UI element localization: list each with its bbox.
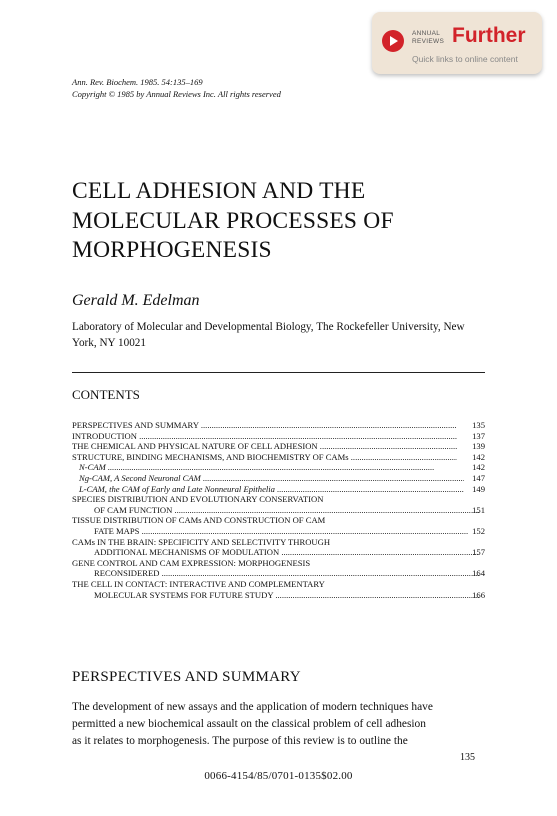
toc-entry[interactable] (72, 452, 485, 463)
further-badge[interactable] (372, 12, 542, 74)
toc-entry[interactable] (72, 431, 485, 442)
title-line: CELL ADHESION AND THE (72, 178, 366, 204)
toc-page-number: 152 (472, 525, 485, 536)
toc-entry-label (72, 505, 479, 516)
toc-entry-label (72, 452, 457, 463)
annual-reviews-logo: ANNUAL REVIEWS (412, 30, 445, 45)
toc-entry-label (72, 537, 457, 548)
toc-entry-label (72, 526, 479, 537)
toc-entry[interactable] (72, 473, 485, 484)
toc-entry-label (72, 515, 457, 526)
page-number: 135 (460, 752, 475, 763)
toc-label-text: RECONSIDERED (94, 568, 160, 579)
toc-entry[interactable] (72, 590, 485, 601)
affiliation (72, 320, 492, 351)
toc-page-number: 137 (472, 430, 485, 441)
toc-entry-label (72, 568, 479, 579)
toc-entry[interactable] (72, 484, 485, 495)
affiliation-line: Laboratory of Molecular and Developmental Biology, The Rockefeller University, New (72, 321, 465, 333)
play-arrow-icon (382, 30, 404, 52)
contents-heading: CONTENTS (72, 387, 140, 402)
further-subtitle: Quick links to online content (412, 54, 518, 64)
journal-citation: Ann. Rev. Biochem. 1985. 54:135–169 (72, 77, 203, 87)
toc-page-number: 157 (472, 547, 485, 558)
toc-page-number: 135 (472, 420, 485, 430)
toc-entry[interactable] (72, 515, 485, 526)
toc-label-text: SPECIES DISTRIBUTION AND EVOLUTIONARY CONSERVATION (72, 494, 324, 505)
divider-rule (72, 372, 485, 373)
copyright-line: Copyright © 1985 by Annual Reviews Inc. All rights reserved (72, 88, 281, 99)
toc-page-number: 164 (472, 568, 485, 579)
toc-label-text: TISSUE DISTRIBUTION OF CAMs AND CONSTRUCTION OF CAM (72, 515, 326, 526)
toc-entry[interactable] (72, 505, 485, 516)
toc-page-number: 142 (472, 462, 485, 473)
further-label: Further (452, 24, 526, 47)
toc-entry-label (72, 441, 457, 452)
toc-entry-label (72, 462, 464, 473)
toc-entry[interactable] (72, 568, 485, 579)
toc-label-text: N-CAM (79, 462, 106, 473)
toc-page-number: 147 (472, 472, 485, 483)
toc-entry-label (72, 547, 479, 558)
toc-page-number: 151 (472, 504, 485, 515)
toc-entry[interactable] (72, 420, 485, 431)
author-name: Gerald M. Edelman (72, 292, 200, 309)
toc-entry-label (72, 590, 479, 601)
toc-entry[interactable] (72, 547, 485, 558)
journal-header (72, 77, 281, 100)
toc-entry[interactable] (72, 537, 485, 548)
body-paragraph (72, 699, 485, 749)
table-of-contents (72, 420, 485, 600)
article-title (72, 177, 512, 266)
affiliation-line: York, NY 10021 (72, 336, 146, 349)
toc-page-number: 139 (472, 441, 485, 452)
toc-label-text: INTRODUCTION (72, 430, 137, 441)
toc-entry[interactable] (72, 494, 485, 505)
toc-entry-label (72, 420, 457, 431)
toc-label-text: FATE MAPS (94, 525, 140, 536)
title-line: MORPHOGENESIS (72, 237, 272, 263)
toc-entry-label (72, 558, 457, 569)
body-line: as it relates to morphogenesis. The purpose of this review is to outline the (72, 734, 408, 747)
toc-entry-label (72, 494, 457, 505)
toc-label-text: THE CELL IN CONTACT: INTERACTIVE AND COMPLEMENTARY (72, 578, 325, 589)
toc-label-text: THE CHEMICAL AND PHYSICAL NATURE OF CELL ADHESION (72, 441, 318, 452)
toc-label-text: CAMs IN THE BRAIN: SPECIFICITY AND SELECTIVITY THROUGH (72, 536, 331, 547)
toc-entry-label (72, 579, 457, 590)
toc-page-number: 149 (472, 483, 485, 494)
toc-label-text: Ng-CAM, A Second Neuronal CAM (79, 472, 201, 483)
title-line: MOLECULAR PROCESSES OF (72, 207, 394, 234)
toc-entry[interactable] (72, 558, 485, 569)
toc-entry[interactable] (72, 579, 485, 590)
toc-entry-label (72, 484, 464, 495)
toc-page-number: 166 (472, 589, 485, 600)
toc-entry-label (72, 473, 464, 484)
toc-label-text: ADDITIONAL MECHANISMS OF MODULATION (94, 547, 280, 558)
toc-entry-label (72, 431, 457, 442)
toc-entry[interactable] (72, 526, 485, 537)
toc-label-text: MOLECULAR SYSTEMS FOR FUTURE STUDY (94, 589, 274, 600)
section-heading: PERSPECTIVES AND SUMMARY (72, 669, 301, 685)
article-code: 0066-4154/85/0701-0135$02.00 (204, 770, 353, 782)
toc-label-text: OF CAM FUNCTION (94, 504, 173, 515)
body-line: The development of new assays and the application of modern techniques have (72, 701, 433, 713)
toc-label-text: STRUCTURE, BINDING MECHANISMS, AND BIOCHEMISTRY OF CAMs (72, 451, 349, 462)
toc-label-text: L-CAM, the CAM of Early and Late Nonneural Epithelia (79, 483, 275, 494)
toc-label-text: GENE CONTROL AND CAM EXPRESSION: MORPHOGENESIS (72, 557, 311, 568)
toc-label-text: PERSPECTIVES AND SUMMARY (72, 420, 199, 430)
body-line: permitted a new biochemical assault on the classical problem of cell adhesion (72, 717, 426, 730)
toc-entry[interactable] (72, 441, 485, 452)
toc-page-number: 142 (472, 451, 485, 462)
toc-entry[interactable] (72, 462, 485, 473)
